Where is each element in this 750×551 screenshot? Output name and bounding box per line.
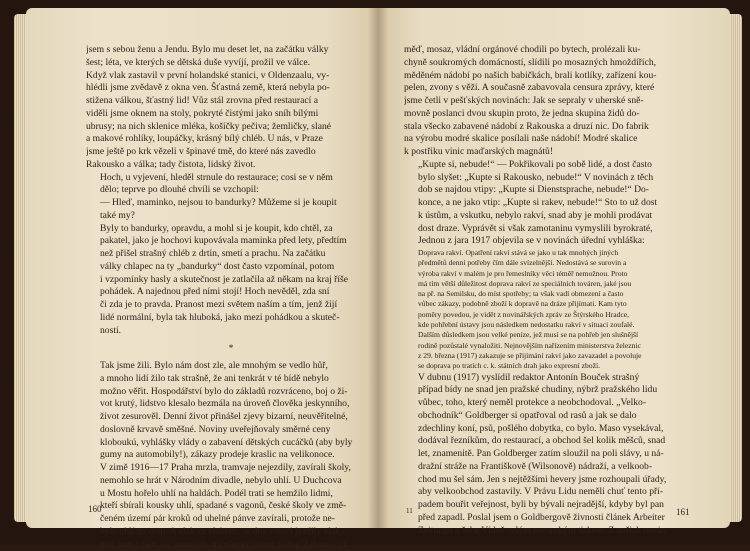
text-line: jsem s sebou ženu a Jendu. Bylo mu deset let, na začátku války [86, 44, 376, 57]
text-line: války chlapec na ty „bandurky“ dost často vzpomínal, potom [86, 261, 376, 274]
book-gutter [368, 8, 388, 528]
text-line: Tak jsme žili. Bylo nám dost zle, ale mnohým se vedlo hůř, [86, 360, 376, 373]
text-line: nemohlo se hrát v Národním divadle, nebylo uhlí. U Duchcova [86, 475, 376, 488]
text-line: padem bouřit veřejnost, byli by bývali nejradější, kdyby byl pan [404, 499, 700, 512]
text-line: se doprava po tratích c. k. státních drah jako expresní zboží. [404, 361, 700, 371]
text-line: zdechliny koní, psů, pošlého dobytka, co bylo. Maso vysekával, [404, 423, 700, 436]
text-line: než přišel strašný chléb z drtin, smetí a prachu. Na začátku [86, 248, 376, 261]
text-line: u Mostu hořelo uhlí na haldách. Podél trati se hemžilo lidmi, [86, 488, 376, 501]
text-line: bylo uhlí na otop. A vlak za vlakem, ve dne v noci jezdily vlaky [86, 526, 376, 539]
right-paragraph [404, 159, 700, 248]
text-line: V zimě 1916—17 Praha mrzla, tramvaje nejezdily, zavírali školy, [86, 462, 376, 475]
text-line: šest; léta, ve kterých se dětská duše vyvíjí, prožil ve válce. [86, 57, 376, 70]
text-line: jsme četli v pešťských novinách: Jak se sepraly v uherské sně- [404, 95, 700, 108]
text-line: let, znamenitě. Pan Goldberger zatím sloužil na poli slávy, u ná- [404, 448, 700, 461]
signature-mark: 11 [406, 507, 413, 515]
right-page-text [404, 44, 700, 537]
text-line: kloboukú, vyhlášky vlády o zabavení dětských cucáčků (aby byly [86, 437, 376, 450]
text-line: dodával řezníkům, do restaurací, a obchod šel kolik měšců, snad [404, 435, 700, 448]
text-line: pakatel, jako je hochovi kupovávala maminka před lety, předtím [86, 235, 376, 248]
text-line: předmětů denní potřeby čím dále svízelnější. Nedostává se surovin a [404, 258, 700, 268]
text-line: ností. [86, 325, 376, 338]
text-line: či zda je to pravda. Pranost mezi světem naším a tím, jenž žijí [86, 299, 376, 312]
text-line: Když vlak zastavil v první holandské stanici, v Oldenzaalu, vy- [86, 70, 376, 83]
left-paragraph [86, 44, 376, 172]
text-line: před zapadl. Poslal jsem o Goldbergově živnosti článek Arbeiter [404, 512, 700, 525]
text-line: vůbec, toho, který neměl protekce a neobchodoval. „Velko- [404, 397, 700, 410]
text-line: výroba rakví v malém je pro řemeslníky věcí téměř nemožnou. Proto [404, 269, 700, 279]
text-line: jsme ještě po krk vězeli v špinavé tmě, do které nás zavedlo [86, 146, 376, 159]
text-line: Dalším důsledkem jsou velké peníze, jež musí se na pohřeb jen slušnější [404, 330, 700, 340]
left-page-text [86, 44, 376, 551]
text-line: vůbec zákazy, podobně zboží k dopravě na dráze přijímati. Kam tyto [404, 299, 700, 309]
text-line: kteří sbírali kousky uhlí, spadané s vagonů, české školy ve změ- [86, 500, 376, 513]
text-line: Doprava rakví. Opatření rakví stává se jako u tak mnohých jiných [404, 248, 700, 258]
text-line: gumy na automobily!), zákazy prodeje kraslic na velikonoce. [86, 449, 376, 462]
text-line: „Kupte si, nebude!“ — Pokřikovali po sobě lidé, a dost často [404, 159, 700, 172]
text-line: bylo slyšet: „Kupte si Rakousko, nebude!“ V novinách z těch [404, 172, 700, 185]
text-line: aby velkoobchod zastavily. V Právu Lidu neměli chuť tento pří- [404, 486, 700, 499]
text-line: lidé normální, byla tak hluboká, jako mezi pohádkou a skuteč- [86, 312, 376, 325]
section-separator: * [86, 343, 376, 356]
text-line: dražní stráže na Františkově (Wilsonově) nádraží, a velkoob- [404, 461, 700, 474]
text-line: Byly to bandurky, opravdu, a mohl si je koupit, kdo chtěl, za [86, 223, 376, 236]
text-line: ubrusy; na nich sklenice mléka, košíčky pečiva; žemličky, slané [86, 121, 376, 134]
left-paragraph [86, 197, 376, 223]
page-number: 160 [88, 504, 102, 514]
text-line: pelen, zvony s věží. A současně zabavovala censura zprávy, které [404, 82, 700, 95]
right-paragraph [404, 372, 700, 538]
text-line: i vzpomínky hasly a skutečnost je zatlačila až někam na kraj říše [86, 274, 376, 287]
text-line: dost draze. Vyprávět si však zamotaninu vymyslili byrokraté, [404, 223, 700, 236]
text-line: případ bídy ne snad jen pražské chudiny, nýbrž pražského lidu [404, 384, 700, 397]
text-line: čeném území pár kroků od uhelné pánve zavírali, protože ne- [86, 513, 376, 526]
text-line: rodině pozůstalé vynaložiti. Nejnovějším nařízením ministerstva železnic [404, 341, 700, 351]
text-line: k ústům, a vskutku, nebylo rakví, snad aby je mohli prodávat [404, 210, 700, 223]
text-line: dělo; teprve po dlouhé chvíli se vzchopil: [86, 184, 376, 197]
text-line: stižena válkou, šťastný lid! Vůz stál zrovna před restaurací a [86, 95, 376, 108]
text-line: uhlí sem a tam, na sever, jih, na všecky strany světa. Zabavovali [86, 539, 376, 551]
text-line: měď, mosaz, vládní orgánové chodili po bytech, prolézali ku- [404, 44, 700, 57]
text-line: doslovně krvavě směšné. Noviny uveřejňovaly směrné ceny [86, 424, 376, 437]
text-line: k postřiku vinic maďarských magnátů! [404, 146, 700, 159]
text-line: také my? [86, 210, 376, 223]
text-line: — Hleď, maminko, nejsou to bandurky? Můžeme si je koupit [86, 197, 376, 210]
text-line: viděli jsme oknem na stoly, pokryté čistými jako sníh bílými [86, 108, 376, 121]
text-line: obchodník“ Goldberger si opatřoval od rasů a jak se dalo [404, 410, 700, 423]
text-line: vot krutý, lidstvo klesalo bezmála na úroveň člověka jeskynního, [86, 398, 376, 411]
text-line: chod mu šel sám. Jen s nejtěžšími hevery jsme rozhoupali úřady, [404, 474, 700, 487]
text-line: na výrobu modré skalice posílali naše nádobí! Modré skalice [404, 133, 700, 146]
text-line: život zesurověl. Denní život přinášel zjevy bizarní, neuvěřitelné, [86, 411, 376, 424]
text-line: dob se najdou vtipy: „Kupte si Dienstsprache, nebude!“ Do- [404, 184, 700, 197]
text-line: hlédli jsme zvědavě z okna ven. Šťastná země, která nebyla po- [86, 82, 376, 95]
text-line: Zeitungu a šel z Vídně celým evropským tiskem. Z našich novin [404, 525, 700, 538]
page-number: 161 [676, 507, 690, 517]
text-line: a mnoho lidí žilo tak strašně, že ani tenkrát v té bídě nebylo [86, 373, 376, 386]
left-paragraph [86, 172, 376, 198]
text-line: měděném nádobí po našich babičkách, brali kotlíky, zařízení kou- [404, 70, 700, 83]
right-page-edges [728, 14, 742, 522]
text-line: možno věřit. Hospodářství bylo do základů rozvráceno, boj o ži- [86, 386, 376, 399]
text-line: V dubnu (1917) vyslídil redaktor Antonín Bouček strašný [404, 372, 700, 385]
right-page [378, 8, 730, 528]
text-line: Hoch, u vyjevení, hleděl strnule do restaurace; cosi se v něm [86, 172, 376, 185]
left-page [26, 8, 378, 528]
text-line: má tím větší důležitost doprava rakví ze speciálních továren, jaké jsou [404, 279, 700, 289]
right-paragraph [404, 44, 700, 159]
text-line: Jednou z jara 1917 objevila se v novinách úřední vyhláška: [404, 235, 700, 248]
text-line: pohádek. A najednou před ními stojí! Hoch nevěděl, zda sní [86, 286, 376, 299]
left-paragraph [86, 223, 376, 338]
text-line: kde pohřební ústavy jsou následkem nedostatku rakví v situaci zoufalé. [404, 320, 700, 330]
text-line: a makové rohlíky, loupáčky, krásný bílý chléb. U nás, v Praze [86, 133, 376, 146]
text-line: chyně soukromých domácností, slídili po mosazných hmoždířích, [404, 57, 700, 70]
quoted-notice [404, 248, 700, 372]
left-paragraph [86, 360, 376, 551]
text-line: na př. na Semilsku, do míst spotřeby; ta však vadí obmezení a často [404, 289, 700, 299]
text-line: stala všecko zabavené nádobí z Rakouska a druzí nic. Do fabrik [404, 121, 700, 134]
text-line: z 29. března (1917) zakazuje se přijímání rakví jako zavazadel a povoluje [404, 351, 700, 361]
text-line: Rakousko a válka; tady čistota, lidský život. [86, 159, 376, 172]
text-line: movně poslanci dvou skupin proto, že jedna skupina židů do- [404, 108, 700, 121]
text-line: konce, a ne jako vtip: „Kupte si rakev, nebude!“ Sto to už dost [404, 197, 700, 210]
text-line: poměry povedou, je vidět z novinářských zpráv ze Štýrského Hradce, [404, 310, 700, 320]
